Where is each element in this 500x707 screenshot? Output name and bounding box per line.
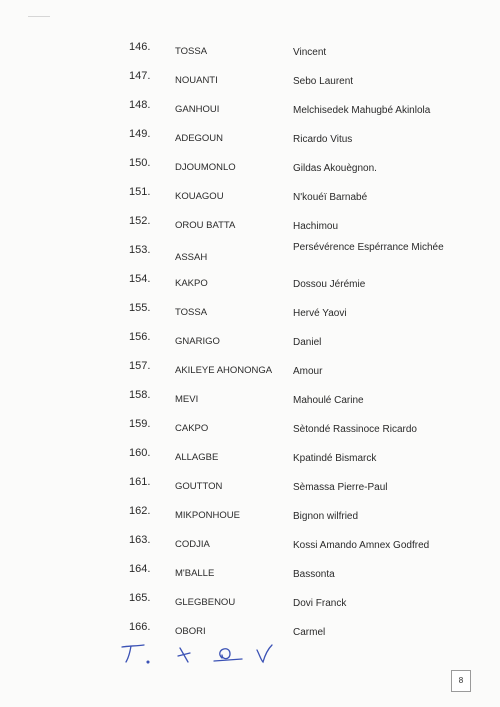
entry-given-names: Sebo Laurent <box>293 76 354 87</box>
entry-given-names: Ricardo Vitus <box>293 134 353 145</box>
list-item <box>0 302 500 332</box>
entry-surname: KAKPO <box>175 278 208 289</box>
entry-given-names: N'kouéï Barnabé <box>293 192 368 203</box>
entry-given-names: Bassonta <box>293 569 335 580</box>
list-item <box>0 360 500 390</box>
entry-number: 165. <box>129 592 151 604</box>
list-item <box>0 505 500 535</box>
entry-surname: GNARIGO <box>175 336 220 347</box>
entry-given-names: Sèmassa Pierre-Paul <box>293 482 388 493</box>
entry-number: 166. <box>129 621 151 633</box>
entry-number: 155. <box>129 302 151 314</box>
entry-surname: MEVI <box>175 394 199 405</box>
entry-number: 160. <box>129 447 151 459</box>
entry-surname: ASSAH <box>175 252 208 263</box>
entry-number: 148. <box>129 99 151 111</box>
entry-number: 151. <box>129 186 151 198</box>
entry-surname: MIKPONHOUE <box>175 510 240 521</box>
entry-surname: GOUTTON <box>175 481 223 492</box>
entry-number: 152. <box>129 215 151 227</box>
entry-given-names: Vincent <box>293 47 327 58</box>
entry-number: 158. <box>129 389 151 401</box>
entry-given-names: Carmel <box>293 627 326 638</box>
entry-given-names: Dovi Franck <box>293 598 347 609</box>
entry-surname: NOUANTI <box>175 75 218 86</box>
entry-surname: OROU BATTA <box>175 220 236 231</box>
entry-given-names: Kossi Amando Amnex Godfred <box>293 540 430 551</box>
entry-given-names: Melchisedek Mahugbé Akinlola <box>293 105 431 116</box>
entry-given-names: Hachimou <box>293 221 339 232</box>
entry-surname: ADEGOUN <box>175 133 224 144</box>
entry-given-names: Bignon wilfried <box>293 511 359 522</box>
entry-number: 159. <box>129 418 151 430</box>
entry-given-names: Dossou Jérémie <box>293 279 366 290</box>
entry-given-names: Sètondé Rassinoce Ricardo <box>293 424 417 435</box>
list-item <box>0 186 500 216</box>
list-item <box>0 476 500 506</box>
list-item <box>0 592 500 622</box>
entry-surname: AKILEYE AHONONGA <box>175 365 273 376</box>
entry-surname: M'BALLE <box>175 568 215 579</box>
entry-surname: DJOUMONLO <box>175 162 236 173</box>
list-item <box>0 41 500 71</box>
list-item <box>0 157 500 187</box>
list-item <box>0 534 500 564</box>
entry-surname: ALLAGBE <box>175 452 219 463</box>
entry-given-names: Gildas Akouègnon. <box>293 163 377 174</box>
entry-number: 154. <box>129 273 151 285</box>
list-item <box>0 563 500 593</box>
entry-given-names: Hervé Yaovi <box>293 308 347 319</box>
list-item <box>0 447 500 477</box>
entry-surname: GLEGBENOU <box>175 597 236 608</box>
entry-number: 150. <box>129 157 151 169</box>
entry-surname: CODJIA <box>175 539 210 550</box>
entry-number: 149. <box>129 128 151 140</box>
entry-given-names: Daniel <box>293 337 322 348</box>
entry-surname: CAKPO <box>175 423 209 434</box>
entry-surname: TOSSA <box>175 307 208 318</box>
entry-number: 161. <box>129 476 151 488</box>
initials-signature <box>118 638 288 668</box>
list-item <box>0 273 500 303</box>
entry-surname: KOUAGOU <box>175 191 224 202</box>
entry-number: 156. <box>129 331 151 343</box>
list-item <box>0 418 500 448</box>
entry-surname: GANHOUI <box>175 104 220 115</box>
entry-given-names: Kpatindé Bismarck <box>293 453 377 464</box>
page-number: 8 <box>451 670 471 692</box>
entry-number: 164. <box>129 563 151 575</box>
list-item <box>0 389 500 419</box>
list-item <box>0 70 500 100</box>
entry-number: 157. <box>129 360 151 372</box>
list-item <box>0 331 500 361</box>
entry-number: 163. <box>129 534 151 546</box>
entry-number: 147. <box>129 70 151 82</box>
entry-surname: TOSSA <box>175 46 208 57</box>
entry-number: 162. <box>129 505 151 517</box>
entry-given-names: Persévérence Espérrance Michée <box>293 242 444 253</box>
entry-number: 146. <box>129 41 151 53</box>
list-item <box>0 128 500 158</box>
entry-number: 153. <box>129 244 151 256</box>
entry-surname: OBORI <box>175 626 206 637</box>
list-item <box>0 244 500 274</box>
entry-given-names: Mahoulé Carine <box>293 395 364 406</box>
entry-given-names: Amour <box>293 366 323 377</box>
list-item <box>0 99 500 129</box>
